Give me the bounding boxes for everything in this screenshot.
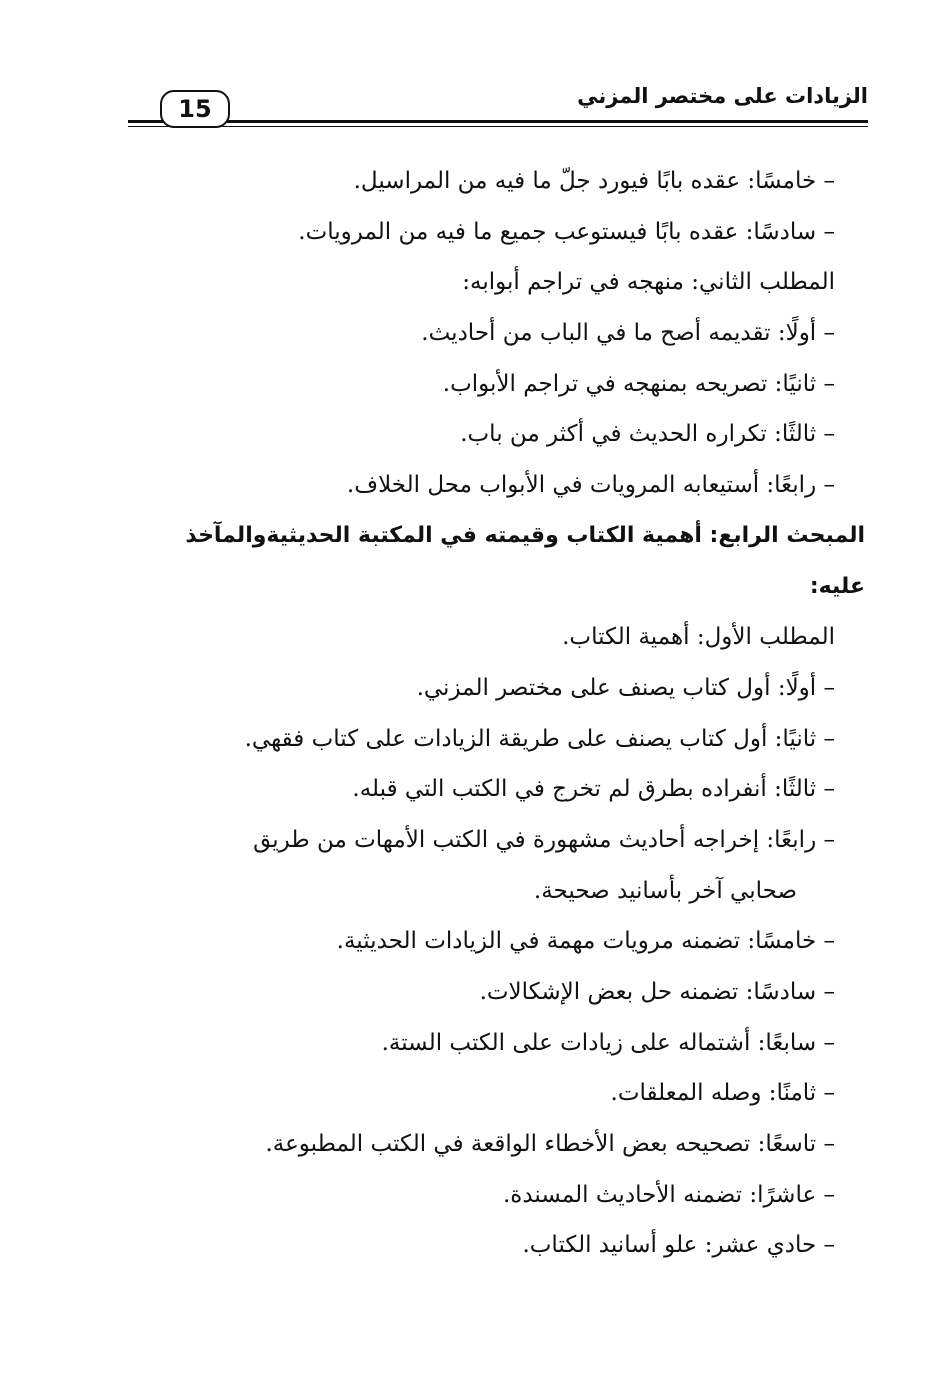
list-item: – رابعًا: إخراجه أحاديث مشهورة في الكتب الأمهات من طريق xyxy=(253,826,835,853)
page-header xyxy=(128,82,868,132)
list-item: – ثالثًا: أنفراده بطرق لم تخرج في الكتب التي قبله. xyxy=(352,776,835,803)
list-item: – خامسًا: عقده بابًا فيورد جلّ ما فيه من المراسيل. xyxy=(353,168,835,194)
list-item-continued: صحابي آخر بأسانيد صحيحة. xyxy=(533,877,797,904)
list-item: – أولًا: أول كتاب يصنف على مختصر المزني. xyxy=(416,674,835,701)
list-item: – عاشرًا: تضمنه الأحاديث المسندة. xyxy=(502,1181,835,1208)
list-item: – أولًا: تقديمه أصح ما في الباب من أحاديث. xyxy=(421,320,835,347)
list-item: – ثانيًا: تصريحه بمنهجه في تراجم الأبواب. xyxy=(442,370,835,397)
running-title: الزيادات على مختصر المزني xyxy=(567,84,868,108)
subsection-title: المطلب الثاني: منهجه في تراجم أبوابه: xyxy=(462,269,835,296)
header-rule xyxy=(128,120,868,123)
header-rule-thin xyxy=(128,126,868,127)
list-item: – ثانيًا: أول كتاب يصنف على طريقة الزيادات على كتاب فقهي. xyxy=(244,725,835,752)
list-item: – تاسعًا: تصحيحه بعض الأخطاء الواقعة في الكتب المطبوعة. xyxy=(265,1131,835,1158)
section-heading-continued: عليه: xyxy=(809,573,865,599)
list-item: – رابعًا: أستيعابه المرويات في الأبواب محل الخلاف. xyxy=(346,472,835,499)
list-item: – سادسًا: عقده بابًا فيستوعب جميع ما فيه من المرويات. xyxy=(298,218,835,245)
page-body xyxy=(110,156,865,1271)
page-number: 15 xyxy=(160,90,230,128)
subsection-title: المطلب الأول: أهمية الكتاب. xyxy=(562,624,835,651)
list-item: – سادسًا: تضمنه حل بعض الإشكالات. xyxy=(479,979,835,1005)
section-heading: المبحث الرابع: أهمية الكتاب وقيمته في المكتبة الحديثيةوالمآخذ xyxy=(185,522,865,548)
list-item: – ثامنًا: وصله المعلقات. xyxy=(610,1080,835,1107)
list-item: – ثالثًا: تكراره الحديث في أكثر من باب. xyxy=(460,421,835,448)
list-item: – حادي عشر: علو أسانيد الكتاب. xyxy=(522,1232,835,1259)
list-item: – سابعًا: أشتماله على زيادات على الكتب الستة. xyxy=(381,1029,835,1056)
list-item: – خامسًا: تضمنه مرويات مهمة في الزيادات الحديثية. xyxy=(336,928,835,955)
